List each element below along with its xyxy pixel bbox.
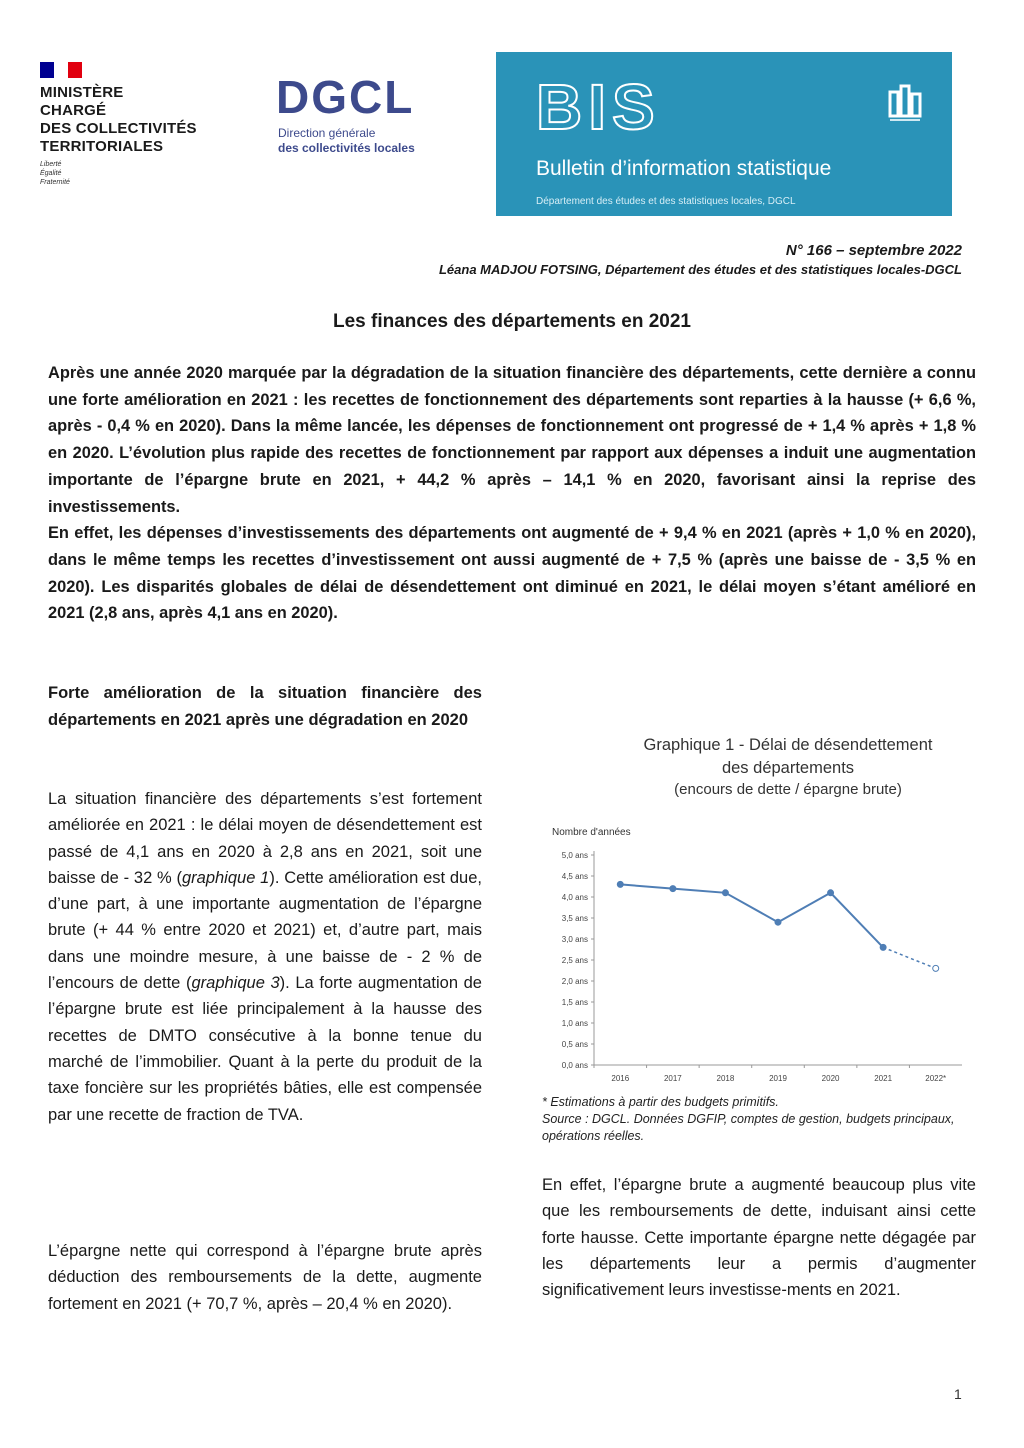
intro-paragraph: Après une année 2020 marquée par la dégradation de la situation financière des départements, cette dernière a connu une forte amélioration en 2021 : les recettes de fonctionnement des départements sont reparties à la hausse (+ 6,6 %, après - 0,4 % en 2020). Dans la même lancée, les dépenses de fonctionnement ont progressé de + 1,4 % après + 1,8 % en 2020. L’évolution plus rapide des recettes de fonctionnement par rapport aux dépenses a induit une augmentation importante de l’épargne brute en 2021, + 44,2 % après – 14,1 % en 2020, favorisant ainsi la reprise des investissements. xyxy=(48,364,976,516)
data-point xyxy=(933,965,939,971)
ministry-line: DES COLLECTIVITÉS xyxy=(40,120,197,137)
issue-number: N° 166 – septembre 2022 xyxy=(785,242,962,259)
text-run: ). Cette amélioration est due, d’une part, à une importante augmentation de l’épargne brute (+ 44 % entre 2020 et 2021) et, d’autre part, mais dans une moindre mesure, à une baisse de - 2 % de l’encours de dette ( xyxy=(48,868,482,993)
page-number: 1 xyxy=(954,1386,962,1402)
series-line xyxy=(620,884,883,947)
body-paragraph: En effet, l’épargne brute a augmenté beaucoup plus vite que les remboursements de dette, induisant ainsi cette forte hausse. Cette importante épargne nette dégagée par les départements leur a permis d’augmenter significativement leurs investisse-ments en 2021. xyxy=(542,1176,976,1300)
data-point xyxy=(880,944,886,950)
data-point xyxy=(828,890,834,896)
x-tick-label: 2021 xyxy=(874,1074,893,1083)
chart-subtitle: (encours de dette / épargne brute) xyxy=(674,781,902,798)
y-tick-label: 2,0 ans xyxy=(561,977,588,986)
y-tick-label: 2,5 ans xyxy=(561,956,588,965)
chart-title-line: Graphique 1 - Délai de désendettement xyxy=(643,736,933,754)
intro-paragraph: En effet, les dépenses d’investissements des départements ont augmenté de + 9,4 % en 2021 (après + 1,0 % en 2020), dans le même temps les recettes d’investissement ont aussi augmenté de + 7,5 % (après une baisse de - 3,5 % en 2020). Les disparités globales de délai de désendettement ont diminué en 2021, le délai moyen s’étant amélioré en 2021 (2,8 ans, après 4,1 ans en 2020). xyxy=(48,524,976,623)
dgcl-subtitle-line: des collectivités locales xyxy=(278,141,415,155)
text-run: La situation financière des départements s’est fortement améliorée en 2021 : le délai moyen de désendettement est passé de 4,1 ans en 2020 à 2,8 ans en 2021, soit une baisse de - 32 % ( xyxy=(48,790,482,887)
y-tick-label: 1,5 ans xyxy=(561,998,588,1007)
motto-line: Liberté xyxy=(40,161,62,168)
chart-title xyxy=(600,734,976,780)
y-tick-label: 4,0 ans xyxy=(561,893,588,902)
author-line: Léana MADJOU FOTSING, Département des études et des statistiques locales-DGCL xyxy=(438,262,962,277)
section-heading: Forte amélioration de la situation financière des départements en 2021 après une dégradation en 2020 xyxy=(48,684,482,729)
ministry-name xyxy=(40,84,197,156)
y-tick-label: 0,5 ans xyxy=(561,1040,588,1049)
x-tick-label: 2017 xyxy=(663,1074,682,1083)
chart-title-line: des départements xyxy=(721,759,855,777)
y-tick-label: 3,5 ans xyxy=(561,914,588,923)
data-point xyxy=(670,886,676,892)
motto-line: Fraternité xyxy=(40,179,70,186)
chart-footnote: * Estimations à partir des budgets primitifs. xyxy=(542,1095,779,1109)
bis-department: Département des études et des statistiques locales, DGCL xyxy=(536,196,796,207)
x-tick-label: 2018 xyxy=(716,1074,735,1083)
figure-reference: graphique 3 xyxy=(191,974,280,993)
bis-title: Bulletin d’information statistique xyxy=(536,157,832,180)
x-tick-label: 2019 xyxy=(769,1074,787,1083)
dgcl-logo: DGCL xyxy=(276,71,415,123)
y-tick-label: 0,0 ans xyxy=(561,1061,588,1070)
data-point xyxy=(775,919,781,925)
ministry-line: CHARGÉ xyxy=(40,102,107,119)
ministry-line: TERRITORIALES xyxy=(40,138,164,155)
building-icon xyxy=(888,84,922,124)
republic-motto xyxy=(40,160,70,187)
y-tick-label: 5,0 ans xyxy=(561,851,588,860)
y-tick-label: 1,0 ans xyxy=(561,1019,588,1028)
chart-source: Source : DGCL. Données DGFIP, comptes de gestion, budgets principaux, opérations réelles. xyxy=(542,1112,955,1143)
page-title: Les finances des départements en 2021 xyxy=(333,311,691,332)
x-tick-label: 2020 xyxy=(821,1074,840,1083)
body-paragraph xyxy=(48,786,482,1128)
dgcl-subtitle-line: Direction générale xyxy=(278,126,376,140)
x-tick-label: 2022* xyxy=(925,1074,947,1083)
data-point xyxy=(617,881,623,887)
ministry-line: MINISTÈRE xyxy=(40,84,124,101)
intro-summary xyxy=(48,360,976,627)
data-point xyxy=(722,890,728,896)
x-tick-label: 2016 xyxy=(611,1074,630,1083)
text-run: ). La forte augmentation de l’épargne brute est liée principalement à la hausse des recettes de DMTO consécutive à la bonne tenue du marché de l’immobilier. Quant à la perte du produit de la taxe foncière sur les propriétés bâties, elle est compensée par une recette de fraction de TVA. xyxy=(48,974,482,1124)
dgcl-subtitle xyxy=(278,126,415,156)
bis-logo: BIS xyxy=(536,71,661,143)
y-tick-label: 3,0 ans xyxy=(561,935,588,944)
marianne-flag-icon xyxy=(40,62,82,78)
y-axis-label: Nombre d'années xyxy=(552,827,631,838)
y-tick-label: 4,5 ans xyxy=(561,872,588,881)
chart-notes xyxy=(542,1094,976,1145)
series-line-estimate xyxy=(883,947,936,968)
debt-reduction-chart xyxy=(542,813,976,1095)
body-paragraph: L’épargne nette qui correspond à l’épargne brute après déduction des remboursements de la dette, augmente fortement en 2021 (+ 70,7 %, après – 20,4 % en 2020). xyxy=(48,1242,482,1313)
motto-line: Égalité xyxy=(40,170,62,177)
figure-reference: graphique 1 xyxy=(181,868,270,887)
